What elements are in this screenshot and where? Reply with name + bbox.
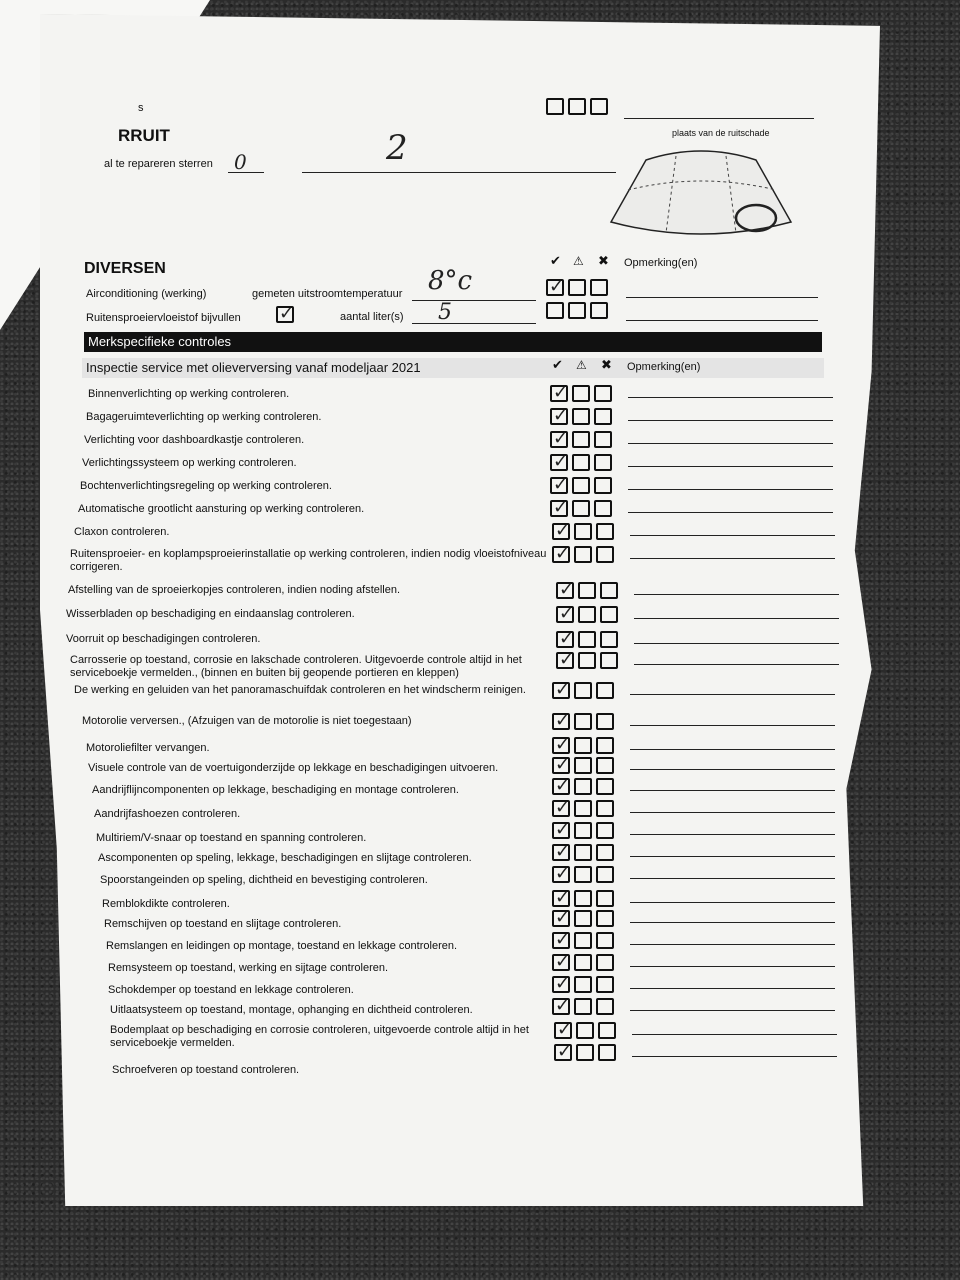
checklist-item-label: Automatische grootlicht aansturing op werking controleren. (78, 503, 365, 515)
washer-fluid-checkbox[interactable] (276, 306, 294, 323)
checkbox-warn[interactable] (576, 1044, 594, 1061)
checkbox-warn[interactable] (574, 976, 592, 993)
remarks-line[interactable] (630, 769, 835, 770)
checkbox-ok[interactable] (552, 910, 570, 927)
checklist-item-label: Multiriem/V-snaar op toestand en spanning controleren. (96, 832, 367, 844)
checkbox-warn[interactable] (572, 454, 590, 471)
checklist-item-checkboxes (556, 631, 618, 648)
checkbox-fail[interactable] (590, 302, 608, 319)
check-icon: ✔ (550, 254, 561, 269)
checkbox-ok[interactable] (552, 682, 570, 699)
checkbox-fail[interactable] (596, 682, 614, 699)
checkbox-ok[interactable] (550, 408, 568, 425)
checklist-item-checkboxes (550, 477, 612, 494)
damage-location-label: plaats van de ruitschade (672, 128, 770, 138)
checklist-item-checkboxes (554, 1022, 616, 1039)
checkbox-warn[interactable] (574, 932, 592, 949)
checkbox-ok[interactable] (552, 713, 570, 730)
checkbox-warn[interactable] (574, 998, 592, 1015)
checklist-item-label: Ascomponenten op speling, lekkage, beschadigingen en slijtage controleren. (98, 852, 472, 864)
remarks-line[interactable] (628, 466, 833, 467)
checkbox-ok[interactable] (552, 866, 570, 883)
checkbox-ok[interactable] (552, 800, 570, 817)
checkbox-warn[interactable] (574, 800, 592, 817)
remarks-line[interactable] (630, 856, 835, 857)
checkbox-ok[interactable] (550, 477, 568, 494)
checklist-item-label: Bochtenverlichtingsregeling op werking controleren. (80, 480, 332, 492)
remarks-line[interactable] (630, 922, 835, 923)
checkbox[interactable] (568, 98, 586, 115)
remarks-line[interactable] (630, 1010, 835, 1011)
checklist-item-checkboxes (552, 932, 614, 949)
checkbox-ok[interactable] (556, 582, 574, 599)
checkbox-warn[interactable] (574, 778, 592, 795)
checkbox-fail[interactable] (594, 454, 612, 471)
washer-fluid-checkboxes (546, 302, 608, 319)
remarks-line[interactable] (628, 512, 833, 513)
checklist-item-checkboxes (550, 408, 612, 425)
checkbox-warn[interactable] (574, 737, 592, 754)
checkbox-fail[interactable] (596, 954, 614, 971)
aircon-value: 8°c (428, 266, 473, 296)
checklist-item-checkboxes (552, 866, 614, 883)
remarks-line[interactable] (630, 966, 835, 967)
top-checkbox-group (546, 98, 608, 115)
check-icon: ✔ (552, 358, 563, 373)
checkbox-fail[interactable] (594, 431, 612, 448)
checkbox-warn[interactable] (574, 523, 592, 540)
checkbox-warn[interactable] (574, 954, 592, 971)
windshield-diagram (606, 138, 796, 242)
checkbox-warn[interactable] (572, 408, 590, 425)
checkbox-ok[interactable] (550, 500, 568, 517)
checklist-item-label: Claxon controleren. (74, 526, 170, 538)
remarks-line[interactable] (630, 878, 835, 879)
checkbox-ok[interactable] (552, 778, 570, 795)
checklist-item-checkboxes (552, 800, 614, 817)
checkbox-warn[interactable] (574, 713, 592, 730)
checkbox-warn[interactable] (578, 631, 596, 648)
aircon-checkboxes (546, 279, 608, 296)
checkbox-ok[interactable] (554, 1044, 572, 1061)
checkbox-fail[interactable] (596, 998, 614, 1015)
merk-section-header (82, 358, 824, 378)
checkbox-ok[interactable] (552, 844, 570, 861)
checklist-item-label: Verlichting voor dashboardkastje controleren. (84, 434, 305, 446)
checkbox-warn[interactable] (572, 431, 590, 448)
remarks-line[interactable] (630, 902, 835, 903)
checkbox-warn[interactable] (574, 546, 592, 563)
checkbox-ok[interactable] (552, 737, 570, 754)
header-fragment: s (138, 102, 144, 114)
checkbox-warn[interactable] (574, 822, 592, 839)
checklist-item-label: Uitlaatsysteem op toestand, montage, ophanging en dichtheid controleren. (110, 1004, 473, 1016)
warning-triangle-icon: ⚠ (573, 254, 584, 268)
remarks-line[interactable] (630, 749, 835, 750)
checkbox-ok[interactable] (552, 932, 570, 949)
checkbox-warn[interactable] (574, 844, 592, 861)
checkbox-warn[interactable] (574, 757, 592, 774)
checkbox-ok[interactable] (556, 652, 574, 669)
checklist-item-checkboxes (550, 500, 612, 517)
checklist-item-checkboxes (552, 954, 614, 971)
checkbox-fail[interactable] (596, 822, 614, 839)
checklist-item-label: Remschijven op toestand en slijtage controleren. (104, 918, 342, 930)
checkbox-ok[interactable] (556, 606, 574, 623)
checklist-item-checkboxes (550, 431, 612, 448)
checkbox-ok[interactable] (552, 757, 570, 774)
aircon-label: Airconditioning (werking) (86, 288, 207, 300)
checkbox-ok[interactable] (552, 890, 570, 907)
remarks-line[interactable] (630, 834, 835, 835)
remarks-line[interactable] (634, 618, 839, 619)
cross-icon: ✖ (598, 254, 609, 269)
checkbox-fail[interactable] (600, 606, 618, 623)
remarks-line[interactable] (628, 489, 833, 490)
checkbox-fail[interactable] (596, 757, 614, 774)
checklist-item-label: Afstelling van de sproeierkopjes controleren, indien noding afstellen. (68, 584, 401, 596)
checklist-item-label: Visuele controle van de voertuigonderzijde op lekkage en beschadigingen uitvoeren. (88, 762, 499, 774)
warning-triangle-icon: ⚠ (576, 358, 587, 372)
remarks-line[interactable] (630, 694, 835, 695)
remarks-line[interactable] (628, 420, 833, 421)
aircon-sub-label: gemeten uitstroomtemperatuur (252, 288, 403, 300)
checklist-item-checkboxes (556, 582, 618, 599)
checkbox-ok[interactable] (552, 546, 570, 563)
checkbox-ok[interactable] (552, 976, 570, 993)
remarks-line[interactable] (628, 397, 833, 398)
remarks-line[interactable] (630, 988, 835, 989)
checkbox-fail[interactable] (598, 1044, 616, 1061)
checklist-item-label: Schroefveren op toestand controleren. (112, 1064, 300, 1076)
checkbox-ok[interactable] (550, 454, 568, 471)
checklist-item-checkboxes (556, 652, 618, 669)
checklist-item-checkboxes (550, 454, 612, 471)
remarks-line[interactable] (630, 558, 835, 559)
checkbox[interactable] (590, 98, 608, 115)
merk-bar-title: Merkspecifieke controles (84, 332, 822, 352)
checkbox-ok[interactable] (552, 954, 570, 971)
checkbox-ok[interactable] (550, 385, 568, 402)
checklist-item-checkboxes (552, 757, 614, 774)
checklist-item-checkboxes (552, 844, 614, 861)
remarks-line[interactable] (630, 790, 835, 791)
checkbox-fail[interactable] (600, 582, 618, 599)
washer-fluid-value: 5 (438, 300, 452, 325)
checkbox-warn[interactable] (572, 477, 590, 494)
stars-label: al te repareren sterren (104, 158, 213, 170)
remarks-line[interactable] (634, 594, 839, 595)
checkbox-warn[interactable] (574, 910, 592, 927)
checkbox-fail[interactable] (596, 866, 614, 883)
checkbox-fail[interactable] (596, 932, 614, 949)
checklist-item-label: Aandrijflijncomponenten op lekkage, beschadiging en montage controleren. (92, 784, 459, 796)
checkbox-fail[interactable] (594, 408, 612, 425)
checklist-item-checkboxes (552, 976, 614, 993)
checkbox-ok[interactable] (552, 822, 570, 839)
checklist-item-checkboxes (556, 606, 618, 623)
ruit-title: RRUIT (118, 126, 170, 145)
checklist-item-label: Remslangen en leidingen op montage, toestand en lekkage controleren. (106, 940, 458, 952)
diversen-remarks-header: Opmerking(en) (624, 257, 698, 269)
checklist-item-checkboxes (552, 890, 614, 907)
checklist-item-label: Motorolie verversen., (Afzuigen van de motorolie is niet toegestaan) (82, 715, 412, 727)
stars-value: 0 (234, 150, 247, 174)
checklist-item-label: Spoorstangeinden op speling, dichtheid en bevestiging controleren. (100, 874, 428, 886)
handwritten-extra: 2 (386, 128, 408, 168)
checkbox-warn[interactable] (572, 500, 590, 517)
checkbox-warn[interactable] (578, 652, 596, 669)
remarks-line[interactable] (628, 443, 833, 444)
checkbox-ok[interactable] (554, 1022, 572, 1039)
checklist-item-label: De werking en geluiden van het panoramaschuifdak controleren en het windscherm reinigen. (74, 684, 526, 696)
diversen-title: DIVERSEN (84, 260, 166, 277)
checkbox-ok[interactable] (550, 431, 568, 448)
checklist-item-label: Motoroliefilter vervangen. (86, 742, 210, 754)
checkbox-warn[interactable] (574, 890, 592, 907)
remarks-line[interactable] (630, 725, 835, 726)
checkbox-warn[interactable] (572, 385, 590, 402)
checkbox-fail[interactable] (590, 279, 608, 296)
remarks-line[interactable] (630, 944, 835, 945)
checkbox-fail[interactable] (596, 890, 614, 907)
remarks-line[interactable] (634, 643, 839, 644)
checklist-item-label: Remblokdikte controleren. (102, 898, 230, 910)
checklist-item-label: Bagageruimteverlichting op werking controleren. (86, 411, 322, 423)
remarks-line[interactable] (630, 812, 835, 813)
checklist-item-label: Bodemplaat op beschadiging en corrosie controleren, uitgevoerde controle altijd in het serviceboekje vermelden. (110, 1024, 529, 1049)
checklist-item-label: Ruitensproeier- en koplampsproeierinstallatie op werking controleren, indien nodig vloeistofniveau corrigeren. (70, 548, 547, 573)
cross-icon: ✖ (601, 358, 612, 373)
checklist-item-checkboxes (554, 1044, 616, 1061)
checkbox-fail[interactable] (596, 976, 614, 993)
checkbox-warn[interactable] (578, 582, 596, 599)
checklist-item-label: Binnenverlichting op werking controleren. (88, 388, 290, 400)
checklist-item-label: Carrosserie op toestand, corrosie en lakschade controleren. Uitgevoerde controle altijd in het serviceboekje vermelden., (binnen en buiten bij geopende portieren en kleppen) (70, 654, 522, 679)
checklist-item-checkboxes (552, 910, 614, 927)
checklist-item-checkboxes (552, 737, 614, 754)
washer-fluid-sub-label: aantal liter(s) (340, 311, 404, 323)
checklist-item-label: Aandrijfashoezen controleren. (94, 808, 241, 820)
checklist-item-checkboxes (552, 998, 614, 1015)
checkbox-fail[interactable] (596, 778, 614, 795)
checklist-item-label: Schokdemper op toestand en lekkage controleren. (108, 984, 354, 996)
checkbox-warn[interactable] (574, 866, 592, 883)
remarks-line[interactable] (632, 1056, 837, 1057)
checklist-item-label: Remsysteem op toestand, werking en sijtage controleren. (108, 962, 389, 974)
checkbox-ok[interactable] (552, 998, 570, 1015)
checkbox-fail[interactable] (596, 844, 614, 861)
checkbox-fail[interactable] (598, 1022, 616, 1039)
checklist-item-label: Voorruit op beschadigingen controleren. (66, 633, 261, 645)
merk-section-title: Inspectie service met olieverversing vanaf modeljaar 2021 (86, 360, 421, 375)
checklist-item-checkboxes (550, 385, 612, 402)
checkbox-warn[interactable] (578, 606, 596, 623)
checkbox-fail[interactable] (596, 910, 614, 927)
checkbox-ok[interactable] (546, 279, 564, 296)
checklist-item-checkboxes (552, 682, 614, 699)
checkbox-warn[interactable] (568, 302, 586, 319)
merk-remarks-header: Opmerking(en) (627, 361, 701, 373)
checklist-item-checkboxes (552, 713, 614, 730)
checkbox-warn[interactable] (568, 279, 586, 296)
checkbox-fail[interactable] (600, 631, 618, 648)
checkbox-warn[interactable] (576, 1022, 594, 1039)
checklist-item-label: Verlichtingssysteem op werking controleren. (82, 457, 297, 469)
checklist-item-label: Wisserbladen op beschadiging en eindaanslag controleren. (66, 608, 355, 620)
checkbox-fail[interactable] (596, 546, 614, 563)
checkbox-fail[interactable] (596, 800, 614, 817)
checkbox-fail[interactable] (596, 523, 614, 540)
remarks-line[interactable] (634, 664, 839, 665)
checklist-item-checkboxes (552, 778, 614, 795)
checklist-item-checkboxes (552, 822, 614, 839)
checkbox-fail[interactable] (596, 737, 614, 754)
checkbox-ok[interactable] (552, 523, 570, 540)
checklist-item-checkboxes (552, 523, 614, 540)
remarks-line[interactable] (632, 1034, 837, 1035)
checkbox-fail[interactable] (600, 652, 618, 669)
checkbox-fail[interactable] (594, 385, 612, 402)
checkbox-fail[interactable] (596, 713, 614, 730)
checkbox-warn[interactable] (574, 682, 592, 699)
checkbox-fail[interactable] (594, 500, 612, 517)
checkbox-ok[interactable] (546, 302, 564, 319)
checklist-item-checkboxes (552, 546, 614, 563)
checkbox[interactable] (546, 98, 564, 115)
washer-fluid-label: Ruitensproeiervloeistof bijvullen (86, 312, 241, 324)
checkbox-fail[interactable] (594, 477, 612, 494)
remarks-line[interactable] (630, 535, 835, 536)
checkbox-ok[interactable] (556, 631, 574, 648)
